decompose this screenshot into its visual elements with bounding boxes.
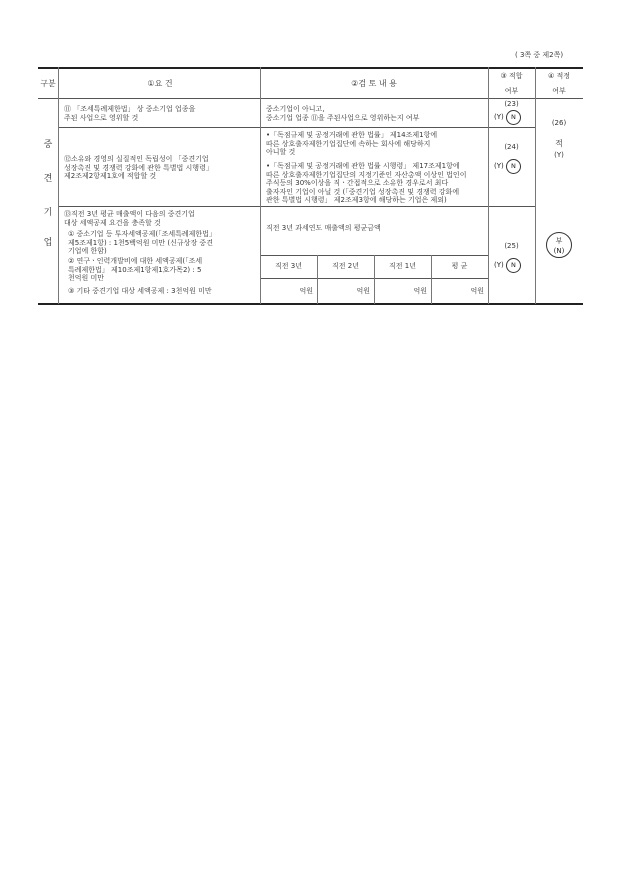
- proper-no-circle: [546, 232, 572, 258]
- row1-review: 중소기업이 아니고, 중소기업 업종 ⑪을 주된사업으로 영위하는지 여부: [266, 105, 420, 122]
- header-requirement: ①요 건: [147, 79, 173, 88]
- amount-unit: 억원: [413, 287, 427, 295]
- table-bottom-border: [38, 303, 583, 305]
- table-top-border: [38, 67, 583, 69]
- category-char: 중: [43, 140, 53, 150]
- proper-number: (26): [551, 119, 567, 127]
- proper-yes: (Y): [554, 151, 564, 159]
- amount-unit: 억원: [356, 287, 370, 295]
- row3-fit-choice: [494, 258, 521, 273]
- header-review: ②검 토 내 용: [351, 79, 397, 88]
- row3-review: 직전 3년 과세연도 매출액의 평균금액: [266, 224, 381, 232]
- col-divider-1: [58, 67, 59, 304]
- yes-option: (Y): [494, 261, 504, 269]
- header-fit-2: 여부: [504, 87, 519, 95]
- header-proper-2: 여부: [552, 87, 566, 95]
- yes-option: (Y): [494, 113, 504, 121]
- col-divider-4: [535, 67, 536, 304]
- proper-no-n: (N): [553, 247, 565, 255]
- amount-unit: 억원: [299, 287, 313, 295]
- row1-bottom-border: [58, 127, 535, 128]
- year-header: 직전 2년: [332, 262, 359, 270]
- row3-requirement-intro: ⑬직전 3년 평균 매출액이 다음의 중견기업 대상 세액공제 요건을 충족할 것: [64, 210, 195, 227]
- category-char: 업: [43, 238, 53, 248]
- proper-no-label: 부: [555, 237, 563, 245]
- row3-requirement-item: ① 중소기업 등 투자세액공제(「조세특례제한법」 제5조제1항) : 1천5백억원 미만 (신규상장 중견 기업에 한함): [68, 230, 216, 255]
- header-category: 구분: [40, 79, 56, 88]
- category-char: 견: [43, 174, 53, 184]
- row3-number: (25): [504, 242, 519, 250]
- header-fit-1: ③ 적합: [500, 72, 523, 80]
- row2-number: (24): [504, 143, 519, 151]
- header-proper-1: ④ 적정: [547, 72, 571, 80]
- year-header: 평 균: [451, 262, 468, 270]
- row2-requirement: ⑫소유와 경영의 실질적인 독립성이 「중견기업 성장촉진 및 경쟁력 강화에 관한 특별법 시행령」 제2조제2항제1호에 적합할 것: [64, 155, 213, 180]
- row2-bottom-border: [58, 206, 535, 207]
- category-char: 기: [43, 208, 53, 218]
- year-header: 직전 3년: [275, 262, 302, 270]
- row2-fit-choice: [494, 159, 521, 174]
- header-bottom-border: [38, 98, 583, 99]
- row1-fit-choice: [494, 110, 521, 125]
- proper-no-circled: [546, 232, 572, 258]
- row2-review-b: •「독점규제 및 공정거래에 관한 법률 시행령」 제17조제1항에 따른 상호출자제한기업집단의 지정기준인 자산총액 이상인 법인이 주식등의 30%이상을 직ㆍ간접적으로 소유한 경우로서 최다 출자자인 기업이 아닐 것 (「중견기업 성장촉진 및 경쟁력 강화에 관한 특별법 시행령」 제2조제3항에 해당하는 기업은 제외): [266, 162, 467, 204]
- amount-unit: 억원: [470, 287, 484, 295]
- review-table: [38, 67, 583, 305]
- year-header: 직전 1년: [389, 262, 416, 270]
- proper-label: 적: [555, 139, 563, 148]
- row2-review-a: •「독점규제 및 공정거래에 관한 법률」 제14조제1항에 따른 상호출자제한기업집단에 속하는 회사에 해당하지 아니할 것: [266, 131, 438, 156]
- no-option-circled: N: [506, 258, 521, 273]
- page-reference: ( 3쪽 중 제2쪽): [515, 51, 564, 59]
- row3-requirement-item: ③ 기타 중견기업 대상 세액공제 : 3천억원 미만: [68, 287, 212, 295]
- no-option-circled: N: [506, 110, 521, 125]
- row1-number: (23): [504, 100, 519, 108]
- no-option-circled: N: [506, 159, 521, 174]
- row3-requirement-item: ② 연구ㆍ인력개발비에 대한 세액공제(「조세 특례제한법」 제10조제1항제1호가목2) : 5 천억원 미만: [68, 257, 203, 282]
- row1-requirement: ⑪ 「조세특례제한법」 상 중소기업 업종을 주된 사업으로 영위할 것: [64, 105, 196, 122]
- yes-option: (Y): [494, 162, 504, 170]
